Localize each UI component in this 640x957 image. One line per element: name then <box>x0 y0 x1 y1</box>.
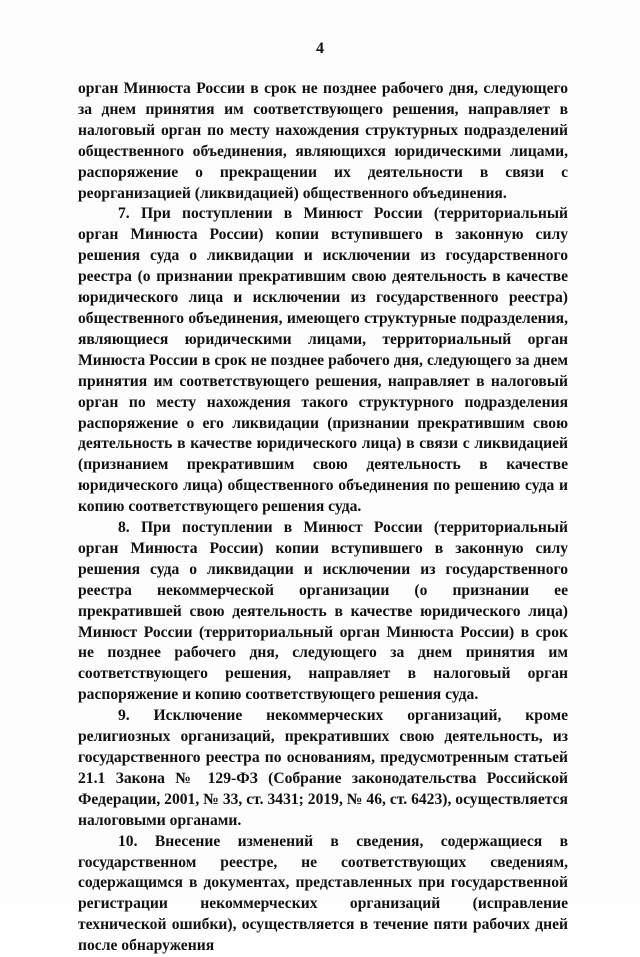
document-body <box>78 79 568 957</box>
paragraph-10: 10. Внесение изменений в сведения, содержащиеся в государственном реестре, не соответствующих сведениям, содержащимся в документах, представленных при государственной регистрации некоммерческих организаций (исправление технической ошибки), осуществляется в течение пяти рабочих дней после обнаружения <box>78 832 568 955</box>
paragraph-7: 7. При поступлении в Минюст России (территориальный орган Минюста России) копии вступившего в законную силу решения суда о ликвидации и исключении из государственного реестра (о признании прекратившим свою деятельность в качестве юридического лица и исключении из государственного реестра) общественного объединения, имеющего структурные подразделения, являющиеся юридическими лицами, территориальный орган Минюста России в срок не позднее рабочего дня, следующего за днем принятия им соответствующего решения, направляет в налоговый орган по месту нахождения такого структурного подразделения распоряжение о его ликвидации (признании прекратившим свою деятельность в качестве юридического лица) в связи с ликвидацией (признанием прекратившим свою деятельность в качестве юридического лица) общественного объединения по решению суда и копию соответствующего решения суда. <box>78 205 568 516</box>
paragraph-continuation: орган Минюста России в срок не позднее рабочего дня, следующего за днем принятия им соответствующего решения, направляет в налоговый орган по месту нахождения структурных подразделений общественного объединения, являющихся юридическими лицами, распоряжение о прекращении их деятельности в связи с реорганизацией (ликвидацией) общественного объединения. <box>78 80 568 202</box>
paragraph-8: 8. При поступлении в Минюст России (территориальный орган Минюста России) копии вступившего в законную силу решения суда о ликвидации и исключении из государственного реестра некоммерческой организации (о признании ее прекратившей свою деятельность в качестве юридического лица) Минюст России (территориальный орган Минюста России) в срок не позднее рабочего дня, следующего за днем принятия им соответствующего решения, направляет в налоговый орган распоряжение и копию соответствующего решения суда. <box>78 519 568 704</box>
paragraph-9: 9. Исключение некоммерческих организаций, кроме религиозных организаций, прекративших свою деятельность, из государственного реестра по основаниям, предусмотренным статьей 21.1 Закона № 129-ФЗ (Собрание законодательства Российской Федерации, 2001, № 33, ст. 3431; 2019, № 46, ст. 6423), осуществляется налоговыми органами. <box>78 707 568 829</box>
page-number: 4 <box>316 40 324 57</box>
